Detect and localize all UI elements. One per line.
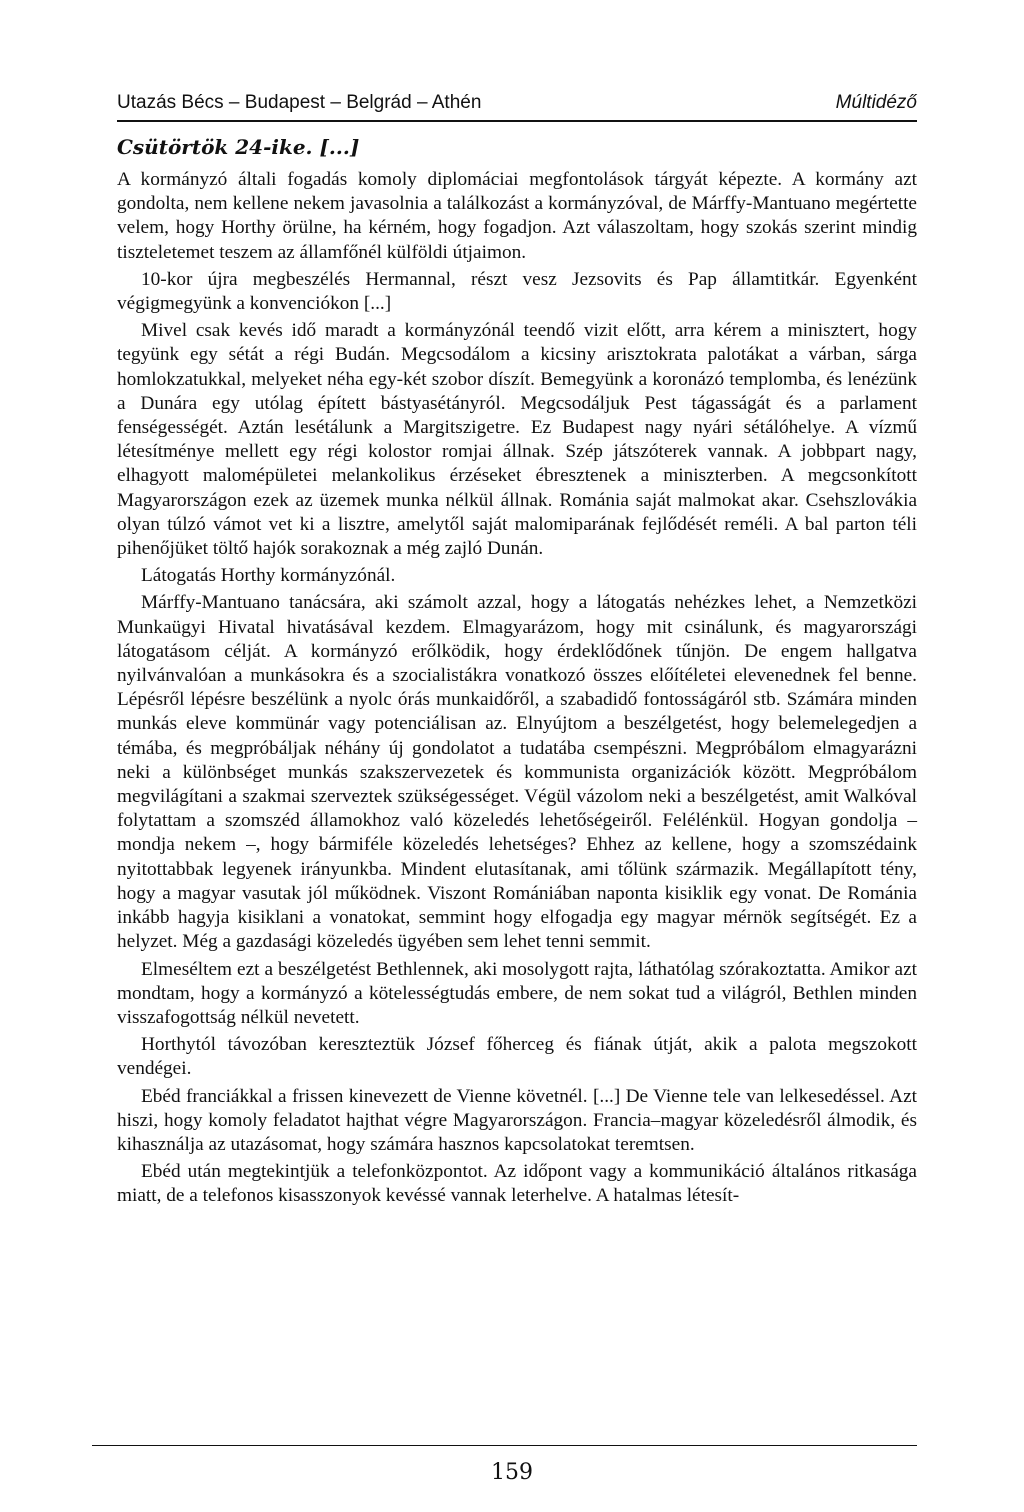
paragraph: Márffy-Mantuano tanácsára, aki számolt azzal, hogy a látogatás nehézkes lehet, a Nemzetközi Munkaügyi Hivatal hivatásával kezdem. Elmagyarázom, hogy mit csinálunk, és magyarországi látogatásom célját. A kormányzó erőlködik, hogy érdeklődőnek tűnjön. De engem hallgatva nyilvánvalóan a munkásokra és a szocialistákra vonatkozó összes előítéletei elevenednek fel benne. Lépésről lépésre beszélünk a nyolc órás munkaidőről, a szabadidő fontosságáról stb. Számára minden munkás eleve kommünár vagy potenciálisan az. Elnyújtom a beszélgetést, hogy belemelegedjen a témába, és megpróbáljak néhány új gondolatot a tudatába csempészni. Megpróbálom elmagyarázni neki a különbséget munkás szakszervezetek és kommunista organizációk között. Megpróbálom megvilágítani a szakmai szerveztek szükségességet. Végül vázolom neki a beszélgetést, amit Walkóval folytattam a szomszéd államokhoz való közeledés lehetőségeiről. Felélénkül. Hogyan gondolja – mondja nekem –, hogy bármiféle közeledés lehetséges? Ehhez az kellene, hogy a szomszédaink nyitottabbak legyenek irányunkba. Mindent elutasítanak, ami tőlünk származik. Megállapított tény, hogy a magyar vasutak jól működnek. Viszont Romániában naponta kisiklik egy vonat. De Románia inkább hagyja kisiklani a vonatokat, semmint hogy elfogadja egy magyar mérnök segítségét. Ez a helyzet. Még a gazdasági közeledés ügyében sem lehet tenni semmit. (117, 592, 917, 953)
running-title: Utazás Bécs – Budapest – Belgrád – Athén (117, 92, 482, 113)
paragraph: Ebéd után megtekintjük a telefonközpontot. Az időpont vagy a kommunikáció általános ritkasága miatt, de a telefonos kisasszonyok kevéssé vannak leterhelve. A hatalmas létesít- (117, 1161, 917, 1207)
page-number: 159 (491, 1460, 533, 1485)
diary-entry-heading: Csütörtök 24-ike. [...] (117, 135, 360, 159)
paragraph: Ebéd franciákkal a frissen kinevezett de Vienne követnél. [...] De Vienne tele van lelkesedéssel. Azt hiszi, hogy komoly feladatot hajthat végre Magyarországon. Francia–magyar közeledésről álmodik, és kihasználja az utazásomat, hogy számára hasznos kapcsolatokat teremtsen. (117, 1085, 917, 1155)
footer-divider (92, 1445, 917, 1446)
paragraph: Mivel csak kevés idő maradt a kormányzónál teendő vizit előtt, arra kérem a minisztert, hogy tegyünk egy sétát a régi Budán. Megcsodálom a kicsiny arisztokrata palotákat a várban, sárga homlokzatukkal, melyeket néha egy-két szobor díszít. Bemegyünk a koronázó templomba, és lenézünk a Dunára egy utólag épített bástyasétányról. Megcsodáljuk Pest tágasságát és a parlament fenségességét. Aztán lesétálunk a Margitszigetre. Ez Budapest nagy nyári sétálóhelye. A vízmű létesítménye mellett egy régi kolostor romjai állnak. Szép játszóterek vannak. A jobbpart nagy, elhagyott malomépületei melankolikus érzéseket ébresztenek a miniszterben. A megcsonkított Magyarországon ezek az üzemek munka nélkül állnak. Románia saját malmokat akar. Csehszlovákia olyan túlzó vámot vet ki a lisztre, amelytől saját malomiparának fejlődését reméli. A bal parton téli pihenőjüket töltő hajók sorakoznak a még zajló Dunán. (117, 320, 917, 560)
body-text (117, 168, 917, 1212)
paragraph: Horthytól távozóban kereszteztük József főherceg és fiának útját, akik a palota megszokott vendégei. (117, 1034, 917, 1080)
paragraph: 10-kor újra megbeszélés Hermannal, részt vesz Jezsovits és Pap államtitkár. Egyenként végigmegyünk a konvenciókon [...] (117, 268, 917, 315)
running-header (117, 90, 917, 122)
paragraph: A kormányzó általi fogadás komoly diplomáciai megfontolások tárgyát képezte. A kormány azt gondolta, nem kellene nekem javasolnia a találkozást a kormányzóval, de Márffy-Mantuano megértette velem, hogy Horthy örülne, ha kérném, hogy fogadjon. Azt válaszoltam, hogy szokás szerint mindig tiszteletemet teszem az államfőnél külföldi útjaimon. (117, 169, 917, 263)
section-label: Múltidéző (835, 92, 917, 113)
paragraph: Elmeséltem ezt a beszélgetést Bethlennek, aki mosolygott rajta, láthatólag szórakoztatta. Amikor azt mondtam, hogy a kormányzó a kötelességtudás embere, de nem sokat tud a világról, Bethlen minden visszafogottság nélkül nevetett. (117, 958, 917, 1028)
paragraph: Látogatás Horthy kormányzónál. (141, 565, 396, 587)
